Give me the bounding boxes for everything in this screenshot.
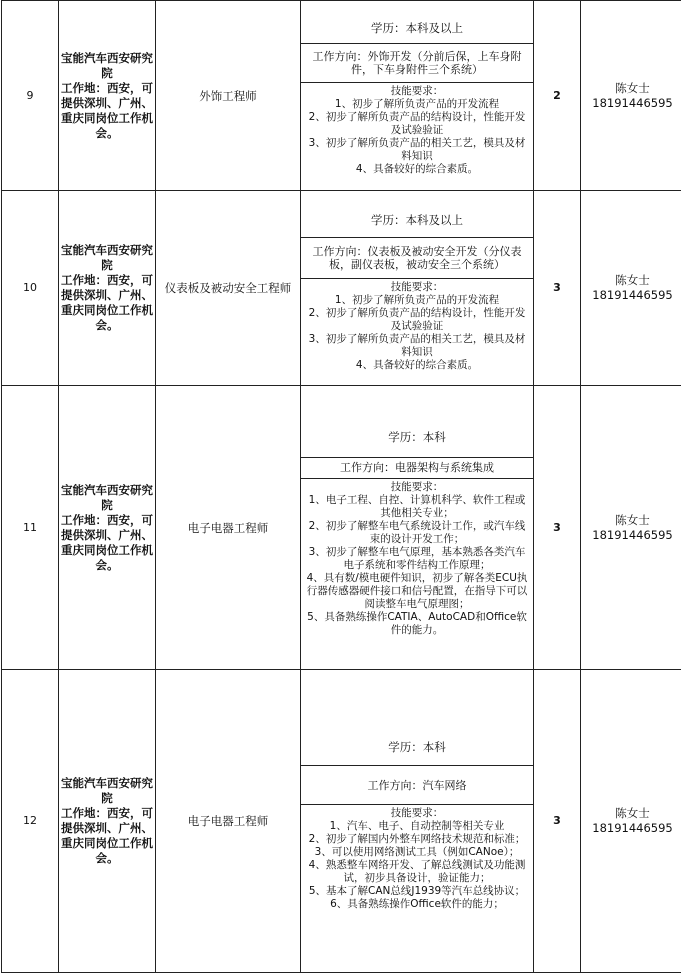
skill-item: 技能要求： [390,280,444,293]
skill-item: 3、初步了解所负责产品的相关工艺，模具及材料知识 [308,332,526,358]
company-name: 宝能汽车西安研究院 [61,243,153,272]
table-row [2,1,681,191]
contact-name: 陈女士 [615,806,650,820]
skill-item: 5、基本了解CAN总线J1939等汽车总线协议； [308,885,526,897]
company-cell [59,191,156,386]
row-number: 12 [2,670,59,973]
requirements-cell [301,386,534,670]
contact-name: 陈女士 [615,80,650,95]
skill-item: 技能要求： [390,480,444,493]
work-location: 工作地：西安，可提供深圳、广州、重庆同岗位工作机会。 [61,806,153,865]
contact-name: 陈女士 [615,273,650,287]
work-location: 工作地：西安，可提供深圳、广州、重庆同岗位工作机会。 [61,512,153,572]
contact-cell [581,386,681,670]
company-name: 宝能汽车西安研究院 [61,482,153,512]
table-row [2,386,681,670]
skill-requirements [301,83,533,178]
skill-item: 3、初步了解所负责产品的相关工艺，模具及材料知识 [308,137,526,162]
contact-phone: 18191446595 [592,821,673,835]
contact-cell [581,670,681,973]
company-cell [59,1,156,191]
skill-item: 4、具备较好的综合素质。 [355,163,479,175]
skill-item: 1、初步了解所负责产品的开发流程 [334,293,500,306]
work-direction: 工作方向：外饰开发（分前后保，上车身附件，下车身附件三个系统） [301,44,533,83]
skill-item: 5、具备熟练操作CATIA、AutoCAD和Office软件的能力。 [307,610,527,636]
skill-requirements [301,479,533,639]
work-direction: 工作方向：电器架构与系统集成 [301,458,533,479]
skill-item: 2、初步了解所负责产品的结构设计，性能开发及试验验证 [308,306,526,332]
headcount: 3 [534,191,581,386]
requirements-cell [301,670,534,973]
headcount: 2 [534,1,581,191]
education-requirement: 学历：本科 [301,417,533,458]
skill-item: 1、汽车、电子、自动控制等相关专业 [329,820,505,832]
table-row [2,191,681,386]
requirements-cell [301,1,534,191]
skill-item: 4、熟悉整车网络开发、了解总线测试及功能测试，初步具备设计，验证能力； [308,859,526,884]
row-number: 9 [2,1,59,191]
contact-phone: 18191446595 [592,95,673,110]
position-title: 电子电器工程师 [156,386,301,670]
skill-item: 技能要求： [390,807,444,819]
work-direction: 工作方向：仪表板及被动安全开发（分仪表板，副仪表板，被动安全三个系统） [301,238,533,279]
position-title: 仪表板及被动安全工程师 [156,191,301,386]
skill-item: 1、初步了解所负责产品的开发流程 [334,98,500,110]
requirements-cell [301,191,534,386]
contact-cell [581,191,681,386]
skill-item: 2、初步了解所负责产品的结构设计，性能开发及试验验证 [308,111,526,136]
work-location: 工作地：西安，可提供深圳、广州、重庆同岗位工作机会。 [61,80,153,140]
row-number: 10 [2,191,59,386]
table-row [2,670,681,973]
education-requirement: 学历：本科 [301,729,533,766]
contact-phone: 18191446595 [592,288,673,302]
skill-requirements [301,279,533,374]
skill-item: 2、初步了解整车电气系统设计工作，或汽车线束的设计开发工作； [308,519,526,545]
skill-item: 6、具备熟练操作Office软件的能力； [330,898,504,910]
headcount: 3 [534,386,581,670]
position-title: 外饰工程师 [156,1,301,191]
row-number: 11 [2,386,59,670]
skill-item: 4、具备较好的综合素质。 [355,358,479,371]
job-table [1,0,681,973]
education-requirement: 学历：本科及以上 [301,13,533,44]
position-title: 电子电器工程师 [156,670,301,973]
work-location: 工作地：西安，可提供深圳、广州、重庆同岗位工作机会。 [61,273,153,332]
skill-item: 2、初步了解国内外整车网络技术规范和标准； [308,833,526,845]
skill-item: 4、具有数/模电硬件知识，初步了解各类ECU执行器传感器硬件接口和信号配置，在指导下可以阅读整车电气原理图； [306,571,528,610]
contact-phone: 18191446595 [592,527,673,542]
skill-item: 技能要求： [390,85,444,97]
skill-requirements [301,805,533,913]
skill-item: 1、电子工程、自控、计算机科学、软件工程或其他相关专业； [308,493,526,519]
company-name: 宝能汽车西安研究院 [61,50,153,80]
skill-item: 3、初步了解整车电气原理，基本熟悉各类汽车电子系统和零件结构工作原理； [308,545,526,571]
skill-item: 3、可以使用网络测试工具（例如CANoe）； [314,846,520,858]
company-name: 宝能汽车西安研究院 [61,776,153,805]
contact-cell [581,1,681,191]
contact-name: 陈女士 [615,512,650,527]
work-direction: 工作方向：汽车网络 [301,766,533,805]
headcount: 3 [534,670,581,973]
company-cell [59,670,156,973]
education-requirement: 学历：本科及以上 [301,203,533,238]
company-cell [59,386,156,670]
